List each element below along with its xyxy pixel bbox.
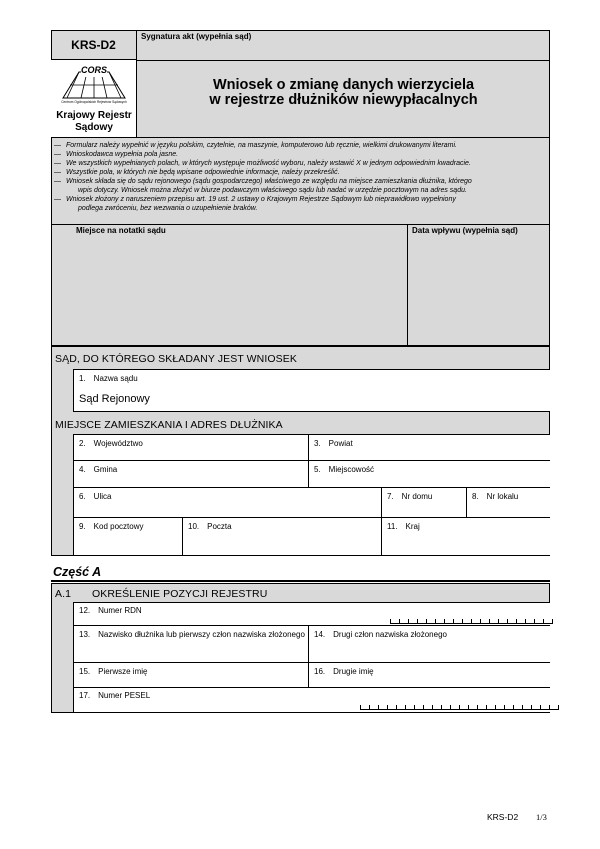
apartment-number-field[interactable]: 8. Nr lokalu [466, 487, 550, 518]
pesel-digit-boxes [360, 703, 559, 710]
rdn-number-field[interactable]: 12. Numer RDN [73, 602, 550, 626]
title-line2: w rejestrze dłużników niewypłacalnych [209, 92, 478, 108]
page-title [137, 78, 550, 108]
form-code-cell [51, 30, 137, 60]
court-section-title: SĄD, DO KTÓREGO SKŁADANY JEST WNIOSEK [55, 353, 297, 365]
form-code: KRS-D2 [71, 37, 116, 52]
page-number: 1/3 [536, 812, 547, 822]
postal-code-field[interactable]: 9. Kod pocztowy [73, 517, 183, 556]
instruction-item: — Wniosek złożony z naruszeniem przepisu art. 19 ust. 2 ustawy o Krajowym Rejestrze Sądowym lub nieprawidłowo wypełniony podlega zwróceniu, bez wezwania o uzupełnienie braków. [54, 196, 456, 212]
header-divider [137, 60, 550, 61]
surname-field[interactable]: 13. Nazwisko dłużnika lub pierwszy człon nazwiska złożonego [73, 625, 309, 663]
logo-subtext: Centrum Ogólnopolskich Rejestrów Sądowych [61, 100, 127, 104]
footer-form-code: KRS-D2 [487, 812, 519, 822]
receipt-date-label: Data wpływu (wypełnia sąd) [412, 226, 518, 235]
instruction-item: — We wszystkich wypełnianych polach, w których występuje możliwość wyboru, należy wstawić X w jednym odpowiednim kwadracie. [54, 160, 471, 167]
part-a-rule [51, 580, 550, 582]
house-number-field[interactable]: 7. Nr domu [381, 487, 467, 518]
street-field[interactable]: 6. Ulica [73, 487, 382, 518]
second-name-field[interactable]: 16. Drugie imię [308, 662, 550, 688]
second-surname-field[interactable]: 14. Drugi człon nazwiska złożonego [308, 625, 550, 663]
court-name-label: Nazwa sądu [93, 374, 138, 383]
rdn-digit-boxes [390, 617, 553, 624]
instruction-item: — Wszystkie pola, w których nie będą wpisane odpowiednie informacje, należy przekreślić. [54, 169, 340, 176]
logo-text: CORS [80, 65, 107, 75]
court-name-field[interactable] [73, 369, 550, 412]
title-line1: Wniosek o zmianę danych wierzyciela [212, 77, 475, 93]
field-number: 1. [79, 374, 86, 383]
pesel-field[interactable]: 17. Numer PESEL [73, 687, 550, 713]
court-notes-label: Miejsce na notatki sądu [76, 226, 166, 235]
registry-name-line2: Sądowy [75, 122, 113, 133]
instruction-item: — Wniosek składa się do sądu rejonowego (sądu gospodarczego) właściwego ze względu na miejsce zamieszkania dłużnika, którego wpis dotyczy. Wniosek można złożyć w biurze podawczym właściwego sądu lub nadać w urzędzie pocztowym na adres sądu. [54, 178, 472, 194]
instruction-item: — Formularz należy wypełnić w języku polskim, czytelnie, na maszynie, komputerowo lub ręcznie, wielkimi drukowanymi literami. [54, 142, 457, 149]
locality-field[interactable]: 5. Miejscowość [308, 460, 550, 488]
court-name-value: Sąd Rejonowy [79, 393, 150, 405]
part-a-section-title: OKREŚLENIE POZYCJI REJESTRU [92, 588, 268, 600]
instructions-box [51, 137, 550, 225]
part-a-title: Część A [53, 565, 102, 579]
court-notes-box [51, 224, 550, 346]
address-section-title: MIEJSCE ZAMIESZKANIA I ADRES DŁUŻNIKA [55, 419, 283, 431]
district-field[interactable]: 3. Powiat [308, 434, 550, 461]
post-office-field[interactable]: 10. Poczta [182, 517, 382, 556]
municipality-field[interactable]: 4. Gmina [73, 460, 309, 488]
logo-cell [51, 60, 137, 138]
instruction-item: — Wnioskodawca wypełnia pola jasne. [54, 151, 179, 158]
first-name-field[interactable]: 15. Pierwsze imię [73, 662, 309, 688]
signature-label: Sygnatura akt (wypełnia sąd) [141, 32, 252, 41]
voivodeship-field[interactable]: 2. Województwo [73, 434, 309, 461]
part-a-section-number: A.1 [55, 588, 72, 600]
notes-divider [407, 224, 408, 346]
registry-name-line1: Krajowy Rejestr [56, 110, 132, 121]
country-field[interactable]: 11. Kraj [381, 517, 550, 556]
